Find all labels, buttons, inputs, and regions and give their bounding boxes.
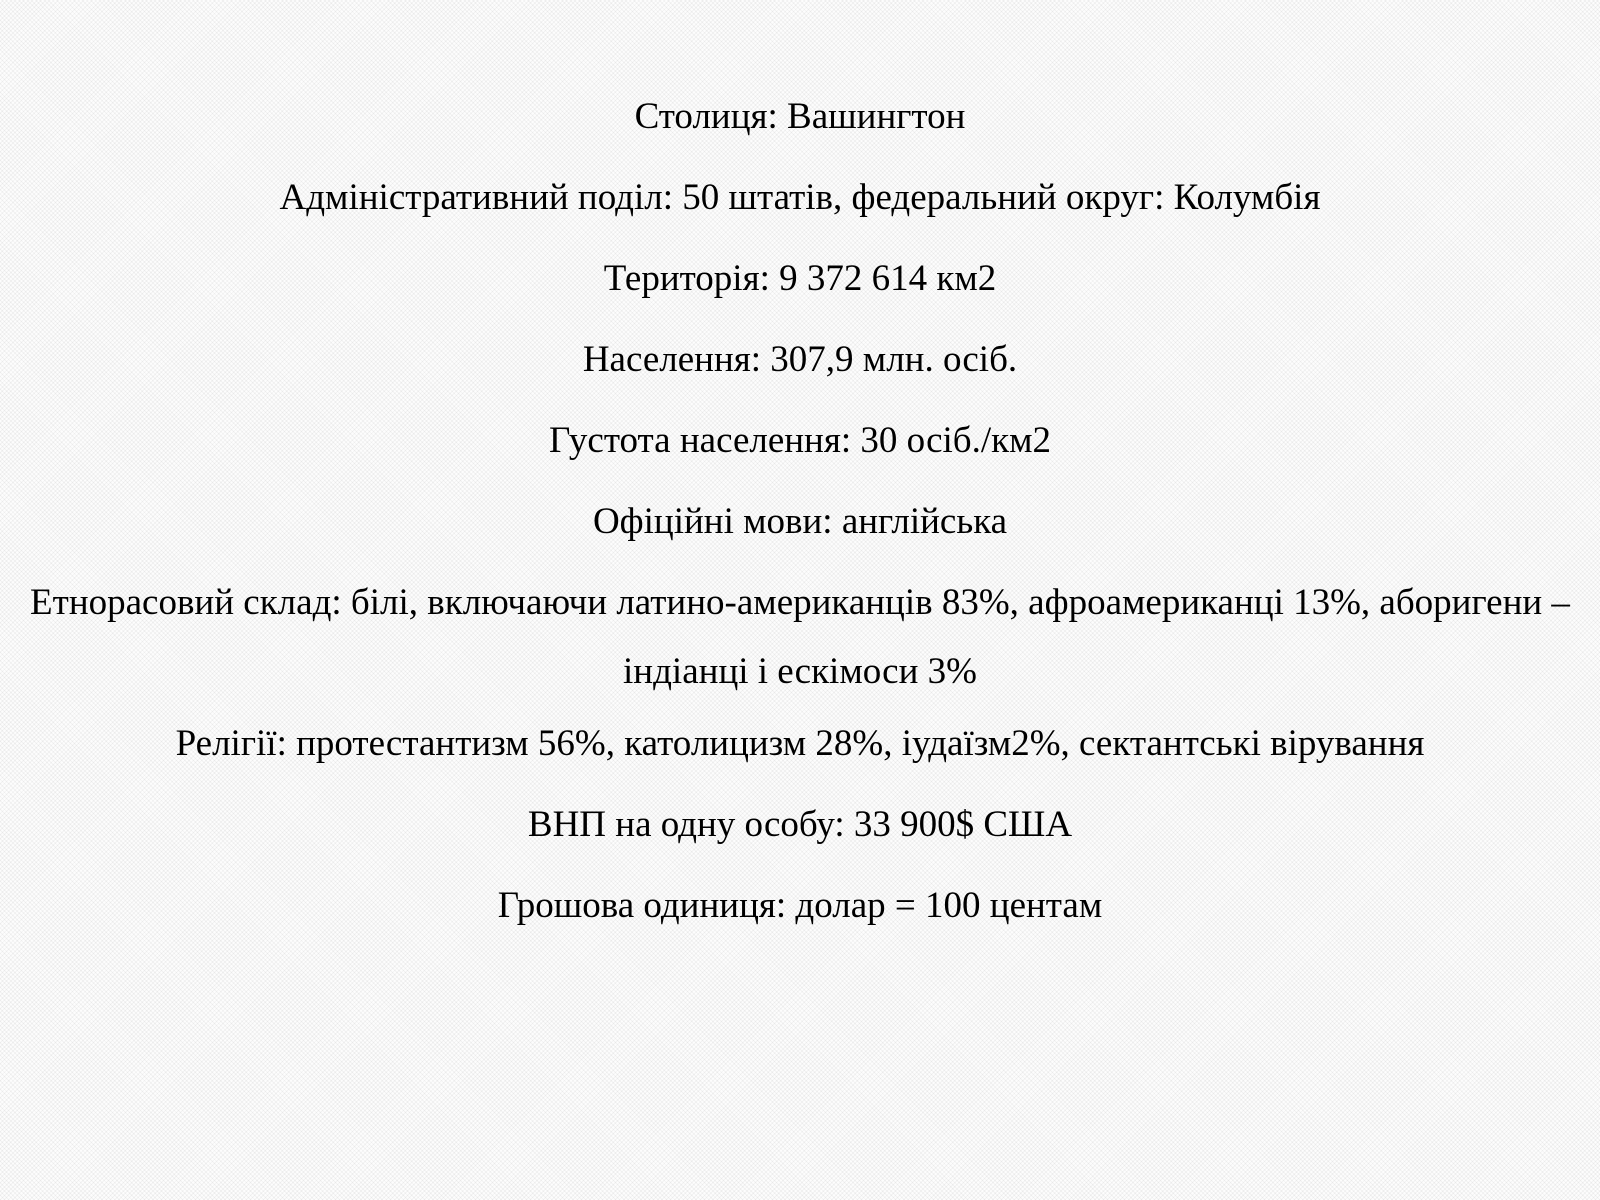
population-line: Населення: 307,9 млн. осіб. [582,339,1018,380]
gdp-per-capita-line: ВНП на одну особу: 33 900$ США [527,804,1073,845]
administrative-division-line: Адміністративний поділ: 50 штатів, федеральний округ: Колумбія [279,177,1321,218]
territory-line: Територія: 9 372 614 км2 [603,258,997,299]
official-languages-line: Офіційні мови: англійська [592,501,1008,542]
religions-line: Релігії: протестантизм 56%, католицизм 28%, іудаїзм2%, сектантські вірування [175,723,1425,764]
currency-line: Грошова одиниця: долар = 100 центам [497,885,1103,926]
capital-line: Столиця: Вашингтон [634,96,966,137]
ethnic-composition-line: Етнорасовий склад: білі, включаючи латино-американців 83%, афроамериканці 13%, аборигени – індіанці і ескімоси 3% [30,582,1570,692]
population-density-line: Густота населення: 30 осіб./км2 [548,420,1052,461]
